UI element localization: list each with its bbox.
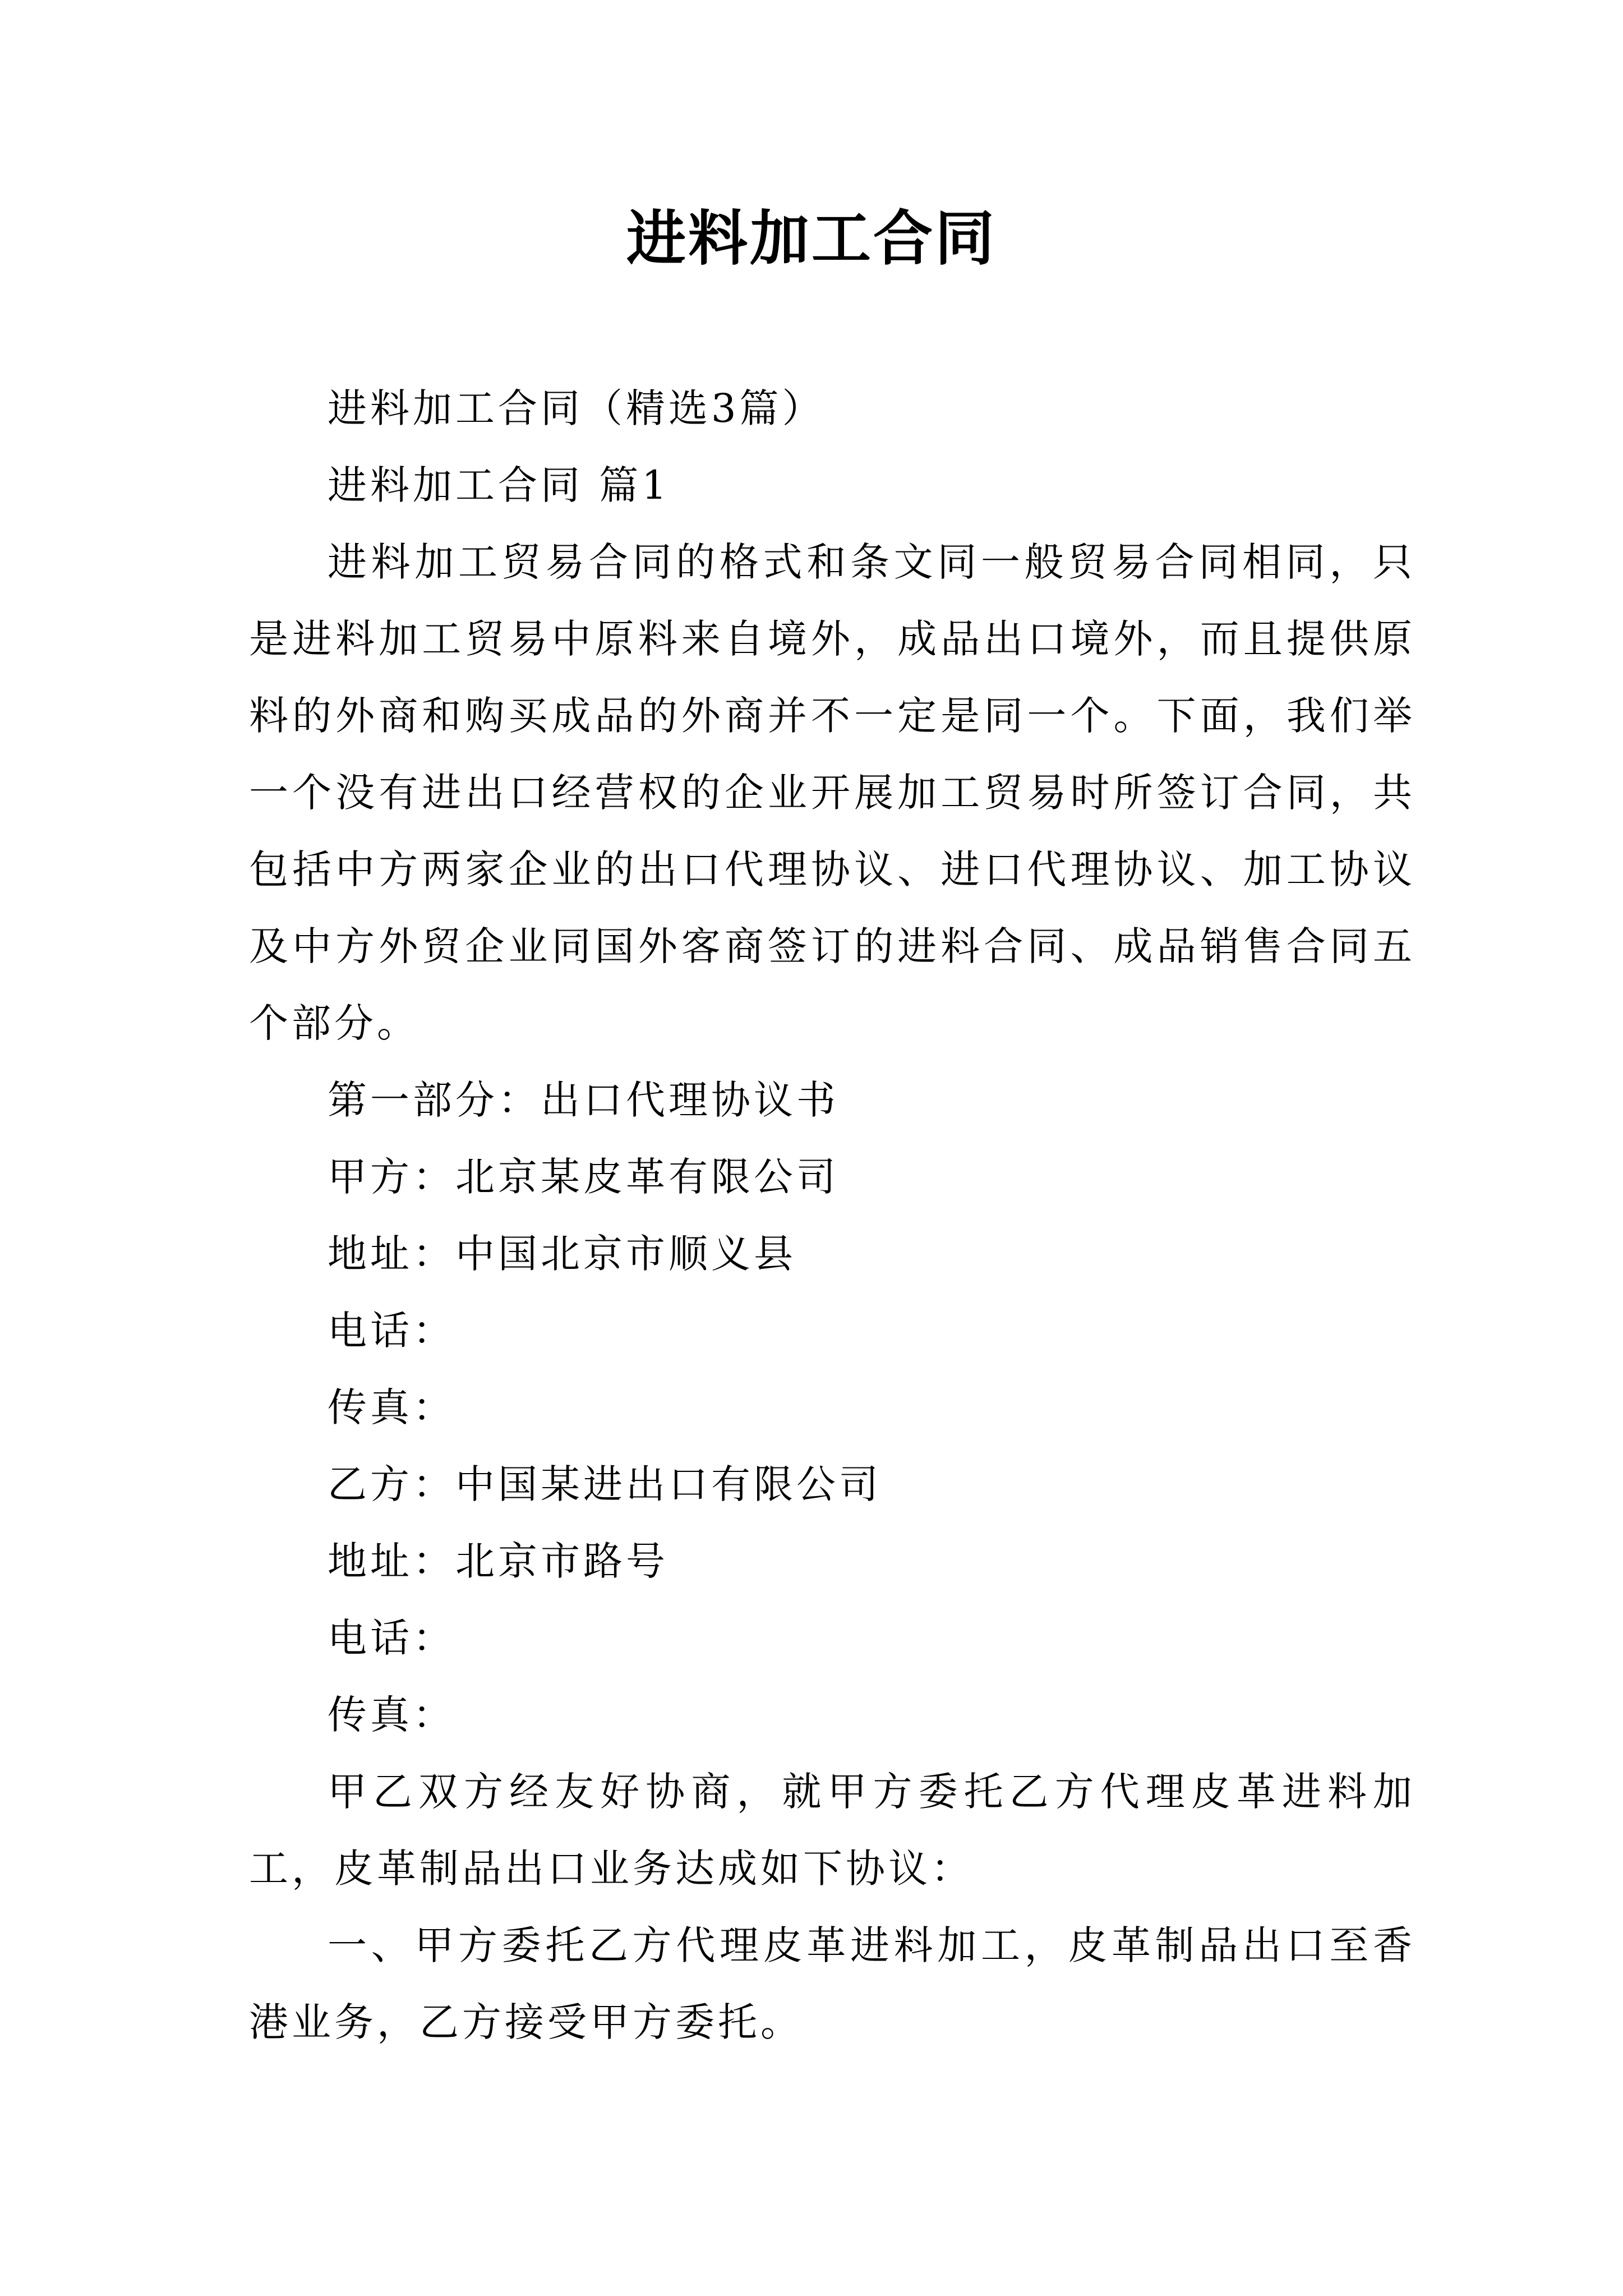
paragraph-party-b-phone: 电话： xyxy=(328,1615,455,1661)
paragraph-party-a-address: 地址：中国北京市顺义县 xyxy=(328,1231,796,1277)
document-body xyxy=(249,370,1415,2061)
paragraph-party-b-name: 乙方：中国某进出口有限公司 xyxy=(328,1461,882,1507)
paragraph-section-heading: 进料加工合同 篇1 xyxy=(328,462,670,508)
paragraph-collection-title: 进料加工合同（精选3篇） xyxy=(328,385,825,431)
paragraph-introduction: 进料加工贸易合同的格式和条文同一般贸易合同相同，只是进料加工贸易中原料来自境外，成品出口境外，而且提供原料的外商和购买成品的外商并不一定是同一个。下面，我们举一个没有进出口经营权的企业开展加工贸易时所签订合同，共包括中方两家企业的出口代理协议、进口代理协议、加工协议及中方外贸企业同国外客商签订的进料合同、成品销售合同五个部分。 xyxy=(249,539,1415,1046)
paragraph-party-a-fax: 传真： xyxy=(328,1384,455,1430)
paragraph-party-a-name: 甲方：北京某皮革有限公司 xyxy=(328,1154,839,1200)
paragraph-party-b-fax: 传真： xyxy=(328,1692,455,1738)
document-title: 进料加工合同 xyxy=(626,203,997,273)
paragraph-part-one-heading: 第一部分：出口代理协议书 xyxy=(328,1077,839,1123)
paragraph-agreement-preamble: 甲乙双方经友好协商，就甲方委托乙方代理皮革进料加工，皮革制品出口业务达成如下协议： xyxy=(249,1769,1415,1892)
paragraph-party-b-address: 地址：北京市路号 xyxy=(328,1538,668,1584)
paragraph-clause-one: 一、甲方委托乙方代理皮革进料加工，皮革制品出口至香港业务，乙方接受甲方委托。 xyxy=(249,1922,1415,2045)
paragraph-party-a-phone: 电话： xyxy=(328,1308,455,1354)
